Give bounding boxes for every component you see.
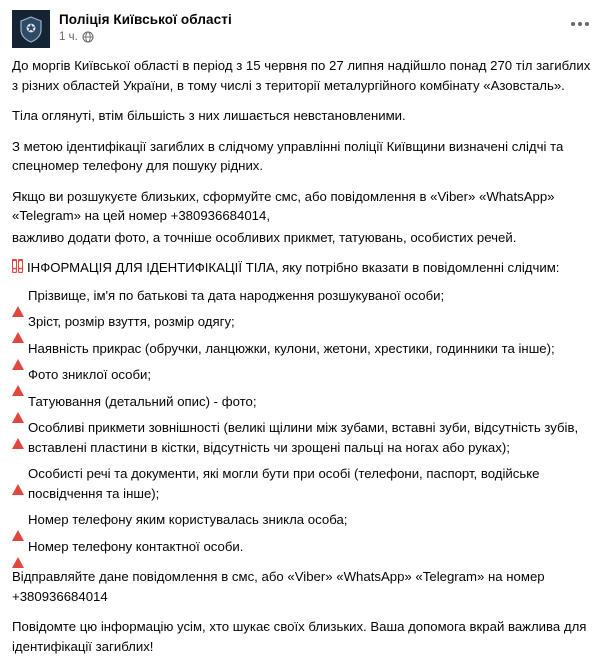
- list-item: [12, 339, 594, 359]
- list-item-label: Номер телефону контактної особи.: [28, 538, 244, 554]
- triangle-bullet-icon: [12, 315, 24, 335]
- post-paragraph: Відправляйте дане повідомлення в смс, або «Viber» «WhatsApp» «Telegram» на номер +380936684014: [12, 569, 545, 604]
- list-item: [12, 510, 594, 530]
- triangle-bullet-icon: [12, 395, 24, 415]
- warning-heading-text: ІНФОРМАЦІЯ ДЛЯ ІДЕНТИФІКАЦІЇ ТІЛА, яку потрібно вказати в повідомленні слідчим:: [27, 260, 560, 275]
- list-item: [12, 464, 594, 503]
- triangle-bullet-icon: [12, 368, 24, 388]
- page-name[interactable]: Поліція Київської області: [59, 12, 232, 27]
- list-item-label: Фото зниклої особи;: [28, 367, 152, 382]
- warning-heading-row: [12, 258, 594, 278]
- list-item-label: Особливі прикмети зовнішності (великі щілини між зубами, вставні зуби, відсутність зубів, вставлені пластини в кістки, відсутність чи зрощені пальці на ногах або руках);: [28, 420, 579, 455]
- list-item: [12, 312, 594, 332]
- list-item: [12, 286, 594, 306]
- list-item-label: Номер телефону яким користувалась зникла особа;: [28, 512, 348, 527]
- police-shield-avatar-icon: [12, 10, 50, 48]
- list-item-label: Зріст, розмір взуття, розмір одягу;: [28, 314, 235, 329]
- post-paragraph: До моргів Київської області в період з 15 червня по 27 липня надійшло понад 270 тіл загиблих з різних областей України, в тому числі з території металургійного комбінату «Азовсталь».: [12, 58, 591, 93]
- post-paragraph: З метою ідентифікації загиблих в слідчому управлінні поліції Київщини визначені слідчі та спецномер телефону для пошуку рідних.: [12, 138, 564, 173]
- list-item: [12, 392, 594, 412]
- post-paragraph: Тіла оглянуті, втім більшість з них лишається невстановленими.: [12, 108, 406, 123]
- triangle-bullet-icon: [12, 513, 24, 533]
- list-item-label: Наявність прикрас (обручки, ланцюжки, кулони, жетони, хрестики, годинники та інше);: [28, 340, 555, 356]
- more-dot: [571, 22, 575, 26]
- list-item-label: Особисті речі та документи, які могли бути при особі (телефони, паспорт, водійське посвідчення та інше);: [28, 466, 540, 501]
- post-paragraph: важливо додати фото, а точніше особливих прикмет, татуювань, особистих речей.: [12, 229, 517, 245]
- post-paragraph: Повідомте цю інформацію усім, хто шукає своїх близьких. Ваша допомога вкрай важлива для ідентифікації загиблих!: [12, 619, 587, 654]
- triangle-bullet-icon: [12, 342, 24, 362]
- globe-icon: [82, 31, 94, 43]
- post-paragraph: Якщо ви розшукуєте близьких, сформуйте смс, або повідомлення в «Viber» «WhatsApp» «Telegram» на цей номер +380936684014,: [12, 188, 555, 223]
- list-item: [12, 418, 594, 457]
- avatar[interactable]: [12, 10, 50, 48]
- more-dot: [578, 22, 582, 26]
- list-item: [12, 365, 594, 385]
- post-header-text: [59, 10, 232, 44]
- double-exclamation-icon: [12, 259, 23, 273]
- post-header: [0, 0, 606, 54]
- list-item-label: Прізвище, ім'я по батькові та дата народження розшукуваної особи;: [28, 287, 445, 303]
- list-item: [12, 537, 594, 557]
- more-options-button[interactable]: [566, 14, 594, 34]
- more-dot: [585, 22, 589, 26]
- triangle-bullet-icon: [12, 540, 24, 560]
- post-body: [0, 54, 606, 656]
- triangle-bullet-icon: [12, 421, 24, 441]
- triangle-bullet-icon: [12, 289, 24, 309]
- post-timestamp[interactable]: 1 ч.: [59, 31, 78, 43]
- post-meta: [59, 30, 232, 44]
- triangle-bullet-icon: [12, 467, 24, 487]
- list-item-label: Татуювання (детальний опис) - фото;: [28, 393, 257, 409]
